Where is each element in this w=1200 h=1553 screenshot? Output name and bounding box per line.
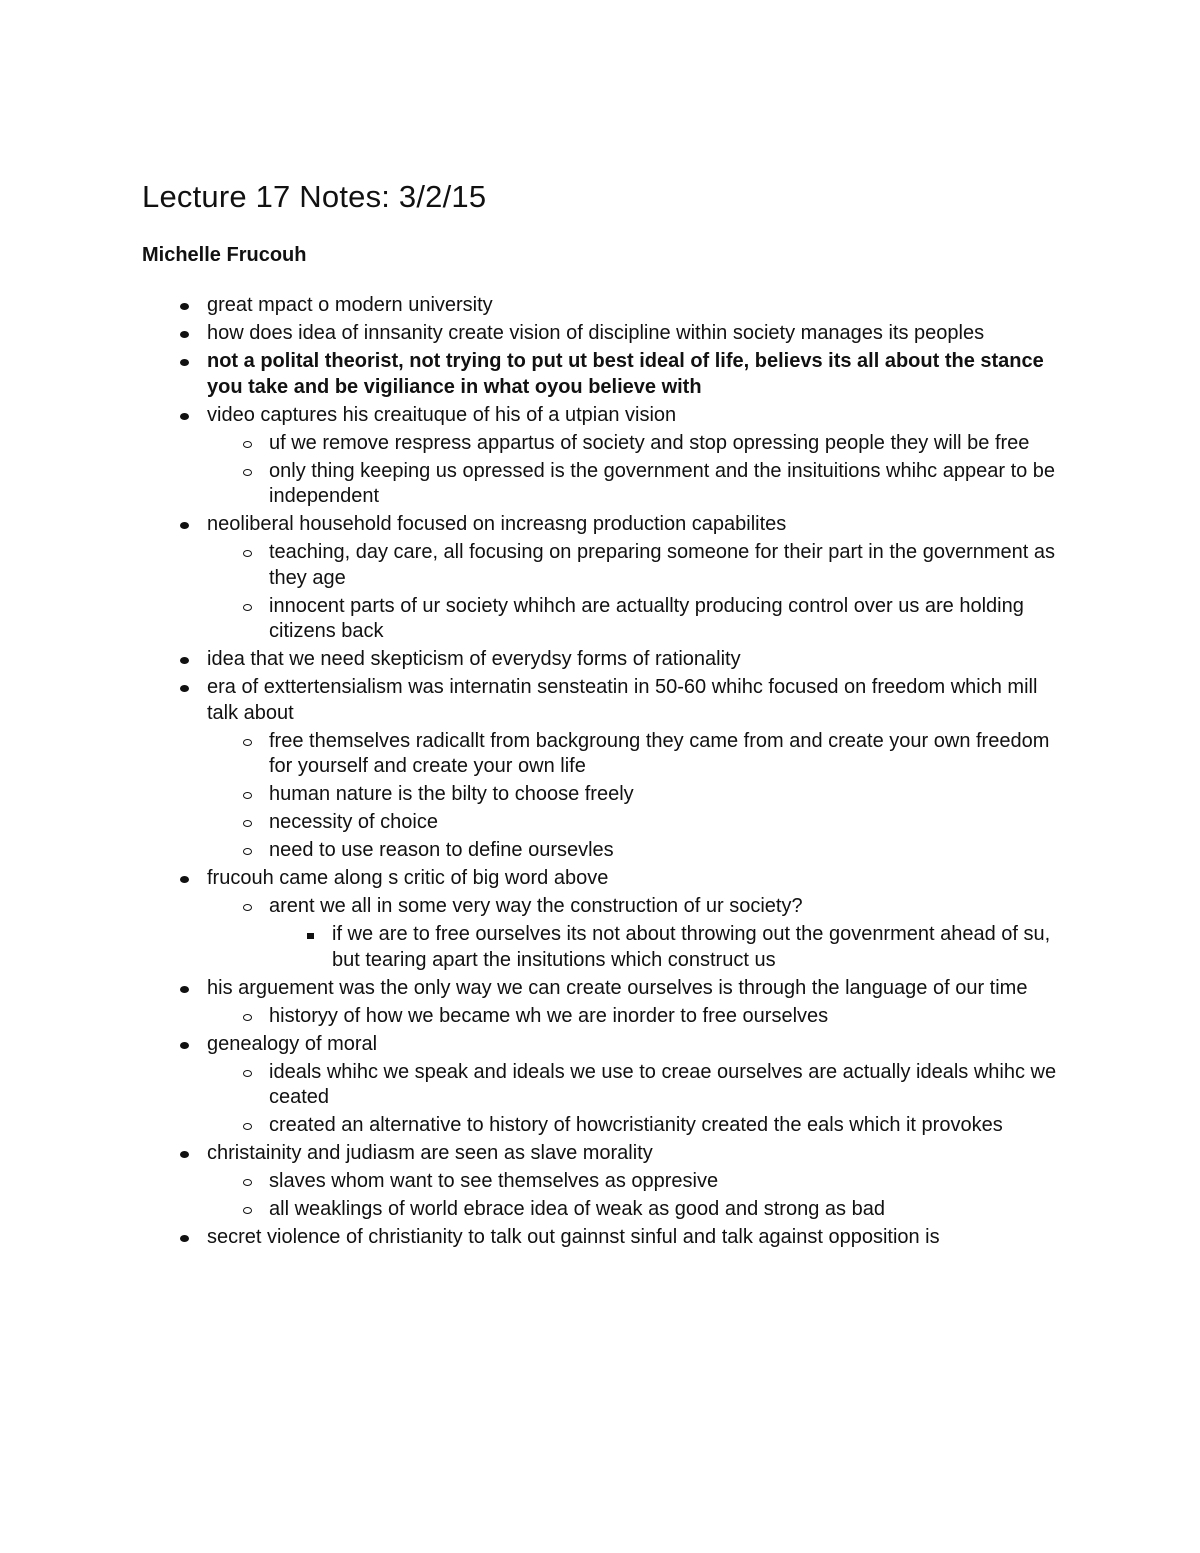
hollow-circle-bullet-icon <box>243 1070 252 1077</box>
note-item-level-2 <box>142 1169 1072 1197</box>
note-text: not a polital theorist, not trying to put ut best ideal of life, believs its all about the stance you take and be vigiliance in what oyou believe with <box>207 350 1044 398</box>
note-text: ideals whihc we speak and ideals we use to creae ourselves are actually ideals whihc we ceated <box>269 1060 1057 1108</box>
hollow-circle-bullet-icon <box>243 904 252 911</box>
note-text: need to use reason to define oursevles <box>269 839 614 861</box>
note-item-level-2 <box>142 729 1072 783</box>
note-text: great mpact o modern university <box>207 294 493 316</box>
note-item-level-2 <box>142 810 1072 838</box>
hollow-circle-bullet-icon <box>243 1014 252 1021</box>
note-item-level-1 <box>142 1225 1072 1253</box>
hollow-circle-bullet-icon <box>243 792 252 799</box>
note-text: all weaklings of world ebrace idea of weak as good and strong as bad <box>269 1198 885 1220</box>
note-item-level-2 <box>142 540 1072 594</box>
section-heading: Michelle Frucouh <box>142 244 307 266</box>
note-item-level-2 <box>142 1197 1072 1225</box>
filled-circle-bullet-icon <box>180 1235 189 1242</box>
hollow-circle-bullet-icon <box>243 1207 252 1214</box>
filled-circle-bullet-icon <box>180 522 189 529</box>
note-item-level-3 <box>142 922 1072 976</box>
note-item-level-1 <box>142 1032 1072 1060</box>
note-item-level-1 <box>142 403 1072 431</box>
notes-list <box>142 293 1072 1253</box>
hollow-circle-bullet-icon <box>243 550 252 557</box>
filled-circle-bullet-icon <box>180 413 189 420</box>
filled-circle-bullet-icon <box>180 876 189 883</box>
note-item-level-1 <box>142 1141 1072 1169</box>
note-text: uf we remove respress appartus of society and stop opressing people they will be free <box>269 431 1030 454</box>
note-item-level-1 <box>142 321 1072 349</box>
note-item-level-1 <box>142 976 1072 1004</box>
note-text: free themselves radicallt from backgroung they came from and create your own freedom for yourself and create your own life <box>269 729 1050 777</box>
note-text: neoliberal household focused on increasng production capabilites <box>207 513 787 535</box>
note-item-level-2 <box>142 782 1072 810</box>
note-text: arent we all in some very way the construction of ur society? <box>269 895 803 917</box>
note-text: innocent parts of ur society whihch are actuallty producing control over us are holding citizens back <box>269 594 1024 642</box>
note-item-level-1 <box>142 293 1072 321</box>
note-text: era of exttertensialism was internatin sensteatin in 50-60 whihc focused on freedom which mill talk about <box>207 676 1038 724</box>
square-bullet-icon <box>307 933 314 939</box>
filled-circle-bullet-icon <box>180 1042 189 1049</box>
filled-circle-bullet-icon <box>180 303 189 310</box>
note-item-level-2 <box>142 894 1072 922</box>
hollow-circle-bullet-icon <box>243 441 252 448</box>
note-item-level-1 <box>142 866 1072 894</box>
note-item-level-2 <box>142 1004 1072 1032</box>
note-text: secret violence of christianity to talk out gainnst sinful and talk against opposition is <box>207 1226 940 1248</box>
note-item-level-2 <box>142 1060 1072 1114</box>
hollow-circle-bullet-icon <box>243 469 252 476</box>
filled-circle-bullet-icon <box>180 331 189 338</box>
note-text: idea that we need skepticism of everydsy forms of rationality <box>207 648 741 670</box>
note-text: necessity of choice <box>269 811 438 833</box>
note-item-level-1 <box>142 512 1072 540</box>
hollow-circle-bullet-icon <box>243 848 252 855</box>
note-text: his arguement was the only way we can create ourselves is through the language of our time <box>207 976 1028 999</box>
note-text: christainity and judiasm are seen as slave morality <box>207 1142 653 1164</box>
note-text: created an alternative to history of howcristianity created the eals which it provokes <box>269 1114 1003 1136</box>
hollow-circle-bullet-icon <box>243 1179 252 1186</box>
filled-circle-bullet-icon <box>180 986 189 993</box>
hollow-circle-bullet-icon <box>243 820 252 827</box>
note-text: if we are to free ourselves its not about throwing out the govenrment ahead of su, but tearing apart the insitutions which construct us <box>332 923 1051 971</box>
note-item-level-2 <box>142 594 1072 648</box>
filled-circle-bullet-icon <box>180 359 189 366</box>
note-item-level-2 <box>142 431 1072 459</box>
filled-circle-bullet-icon <box>180 657 189 664</box>
note-item-level-2 <box>142 838 1072 866</box>
note-text: slaves whom want to see themselves as oppresive <box>269 1170 719 1192</box>
note-text: only thing keeping us opressed is the government and the insituitions whihc appear to be independent <box>269 459 1056 507</box>
hollow-circle-bullet-icon <box>243 604 252 611</box>
note-text: historyy of how we became wh we are inorder to free ourselves <box>269 1004 829 1027</box>
note-item-level-1 <box>142 349 1072 403</box>
note-item-level-2 <box>142 1113 1072 1141</box>
note-text: video captures his creaituque of his of a utpian vision <box>207 403 677 426</box>
note-item-level-1 <box>142 647 1072 675</box>
note-text: how does idea of innsanity create vision of discipline within society manages its peoples <box>207 322 985 344</box>
note-text: genealogy of moral <box>207 1032 378 1055</box>
note-text: teaching, day care, all focusing on preparing someone for their part in the government as they age <box>269 541 1056 589</box>
note-text: human nature is the bilty to choose freely <box>269 783 634 805</box>
note-text: frucouh came along s critic of big word above <box>207 867 609 889</box>
note-item-level-1 <box>142 675 1072 729</box>
hollow-circle-bullet-icon <box>243 739 252 746</box>
filled-circle-bullet-icon <box>180 1151 189 1158</box>
hollow-circle-bullet-icon <box>243 1123 252 1130</box>
filled-circle-bullet-icon <box>180 685 189 692</box>
page-title: Lecture 17 Notes: 3/2/15 <box>142 179 487 214</box>
note-item-level-2 <box>142 459 1072 513</box>
